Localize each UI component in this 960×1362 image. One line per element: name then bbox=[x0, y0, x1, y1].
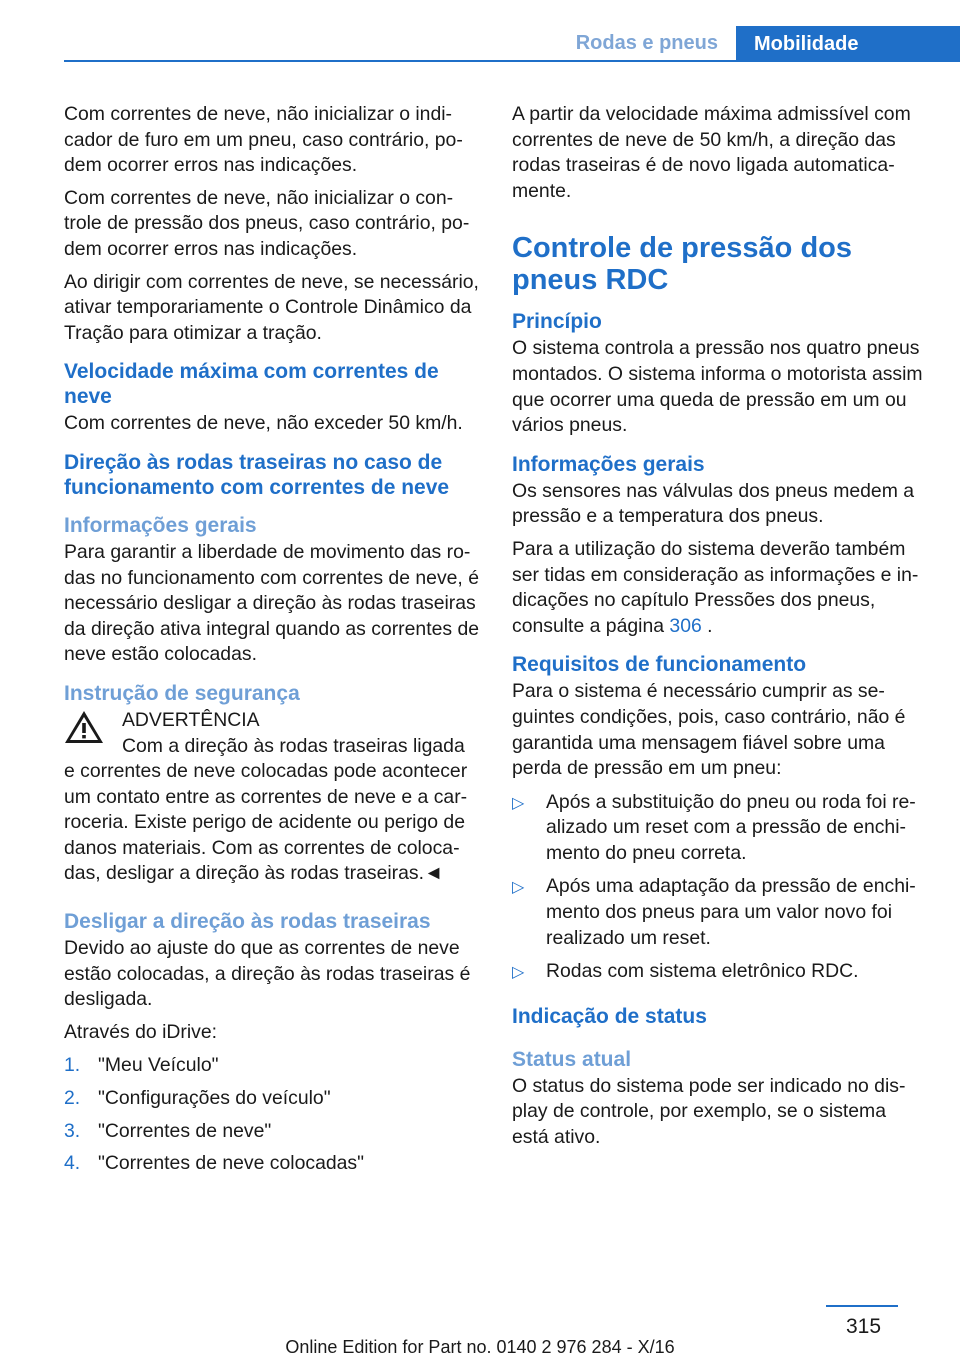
bullet-triangle-icon: ▷ bbox=[512, 964, 525, 982]
left-column bbox=[64, 102, 480, 1184]
paragraph: Devido ao ajuste do que as correntes de neve estão colocadas, a direção às rodas traseiras é desligada. bbox=[64, 937, 471, 1011]
step-number: 4. bbox=[64, 1152, 81, 1175]
paragraph: Com correntes de neve, não inicializar o controle de pressão dos pneus, caso contrário, podem ocorrer erros nas indicações. bbox=[64, 186, 470, 260]
list-item bbox=[512, 790, 928, 867]
paragraph: Para garantir a liberdade de movimento das rodas no funcionamento com correntes de neve, é necessário desligar a direção às rodas traseiras da direção ativa integral quando as correntes de neve estão colocadas. bbox=[64, 540, 480, 666]
breadcrumb: Rodas e pneus bbox=[575, 32, 718, 54]
footer-rule bbox=[826, 1305, 898, 1307]
list-item bbox=[512, 959, 928, 986]
right-column bbox=[512, 102, 928, 1158]
bullet-text: Após uma adaptação da pressão de enchimento dos pneus para um valor novo foi realizado um reset. bbox=[546, 875, 916, 949]
paragraph: Ao dirigir com correntes de neve, se necessário, ativar temporariamente o Controle Dinâmico da Tração para otimizar a tração. bbox=[64, 270, 479, 344]
heading-max-speed: Velocidade máxima com correntes de neve bbox=[64, 360, 439, 409]
heading-general-info: Informações gerais bbox=[512, 452, 705, 476]
list-item bbox=[64, 1053, 480, 1079]
list-item bbox=[512, 874, 928, 951]
list-item bbox=[64, 1119, 480, 1145]
step-text: "Configurações do veículo" bbox=[98, 1087, 331, 1110]
paragraph: O sistema controla a pressão nos quatro pneus montados. O sistema informa o motorista assim que ocorrer uma queda de pressão em um ou vários pneus. bbox=[512, 337, 923, 437]
heading-current-status: Status atual bbox=[512, 1047, 632, 1071]
idrive-steps bbox=[64, 1053, 480, 1176]
heading-status: Indicação de status bbox=[512, 1004, 707, 1028]
list-item bbox=[64, 1086, 480, 1112]
heading-rear-steering: Direção às rodas traseiras no caso de funcionamento com correntes de neve bbox=[64, 450, 450, 499]
warning-triangle-icon bbox=[64, 710, 104, 744]
paragraph: A partir da velocidade máxima admissível com correntes de neve de 50 km/h, a direção das rodas traseiras é de novo ligada automaticamente. bbox=[512, 103, 911, 202]
page-number: 315 bbox=[846, 1315, 882, 1338]
edition-footer: Online Edition for Part no. 0140 2 976 284 - X/16 bbox=[285, 1337, 675, 1357]
warning-text bbox=[64, 734, 480, 888]
bullet-text: Rodas com sistema eletrônico RDC. bbox=[546, 960, 859, 983]
page-header bbox=[64, 26, 960, 62]
paragraph bbox=[512, 537, 928, 639]
paragraph: Os sensores nas válvulas dos pneus medem a pressão e a temperatura dos pneus. bbox=[512, 479, 915, 528]
paragraph: O status do sistema pode ser indicado no display de controle, por exemplo, se o sistema está ativo. bbox=[512, 1074, 906, 1149]
heading-safety: Instrução de segurança bbox=[64, 681, 300, 705]
bullet-text: Após a substituição do pneu ou roda foi realizado um reset com a pressão de enchimento do pneu correta. bbox=[546, 790, 916, 864]
paragraph-text: Para a utilização do sistema deverão também ser tidas em consideração as informações e indicações no capítulo Pressões dos pneus, consulte a página bbox=[512, 537, 919, 637]
paragraph: Para o sistema é necessário cumprir as seguintes condições, pois, caso contrário, não é garantida uma mensagem fiável sobre uma perda de pressão em um pneu: bbox=[512, 680, 906, 780]
heading-principle: Princípio bbox=[512, 310, 602, 334]
bullet-triangle-icon: ▷ bbox=[512, 879, 525, 897]
requirements-list bbox=[512, 790, 928, 986]
step-text: "Correntes de neve colocadas" bbox=[98, 1152, 364, 1175]
warning-text-content: Com a direção às rodas traseiras ligada e correntes de neve colocadas pode acontecer um contato entre as correntes de neve e a carroceria. Existe perigo de acidente ou perigo de danos materiais. Com as correntes de colocadas, desligar a direção às rodas traseiras.◄ bbox=[64, 734, 468, 885]
heading-disable-rear-steering: Desligar a direção às rodas traseiras bbox=[64, 910, 431, 934]
step-text: "Correntes de neve" bbox=[98, 1119, 272, 1142]
step-number: 3. bbox=[64, 1119, 81, 1142]
bullet-triangle-icon: ▷ bbox=[512, 794, 525, 812]
section-tab: Mobilidade bbox=[736, 26, 960, 62]
step-number: 1. bbox=[64, 1054, 81, 1077]
paragraph: Com correntes de neve, não exceder 50 km/h. bbox=[64, 412, 463, 435]
step-number: 2. bbox=[64, 1087, 81, 1110]
list-item bbox=[64, 1151, 480, 1177]
heading-general-info: Informações gerais bbox=[64, 513, 257, 537]
step-text: "Meu Veículo" bbox=[98, 1054, 219, 1077]
warning-title: ADVERTÊNCIA bbox=[122, 708, 260, 731]
paragraph: Através do iDrive: bbox=[64, 1020, 218, 1043]
heading-requirements: Requisitos de funcionamento bbox=[512, 653, 807, 677]
paragraph-end: . bbox=[707, 614, 713, 637]
heading-rdc: Controle de pressão dos pneus RDC bbox=[512, 232, 853, 297]
paragraph: Com correntes de neve, não inicializar o indicador de furo em um pneu, caso contrário, podem ocorrer erros nas indicações. bbox=[64, 103, 463, 177]
page-link[interactable]: 306 bbox=[669, 614, 702, 637]
warning-block bbox=[64, 708, 480, 887]
